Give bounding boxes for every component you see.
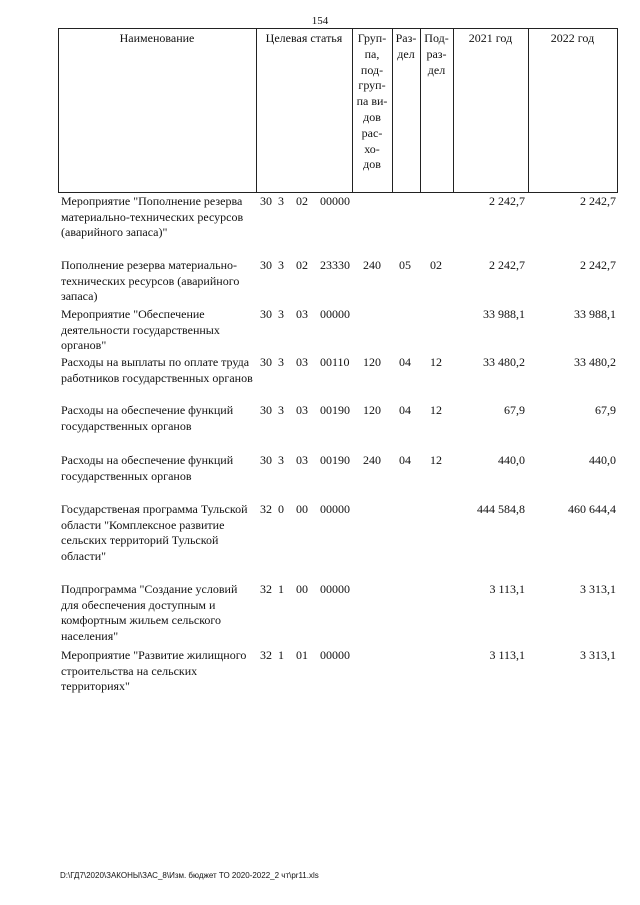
header-name: Наименование bbox=[119, 31, 195, 45]
cell-b: 3 bbox=[278, 403, 284, 417]
cell-rz: 04 bbox=[399, 453, 411, 467]
cell-v2021: 33 480,2 bbox=[483, 355, 525, 369]
cell-d: 00110 bbox=[320, 355, 350, 369]
row-name: Подпрограмма "Создание условий для обеспечения доступным и комфортным жильем сельского населения" bbox=[61, 582, 238, 643]
cell-v2021: 2 242,7 bbox=[489, 258, 525, 272]
cell-v2022: 2 242,7 bbox=[580, 194, 616, 208]
cell-v2022: 33 988,1 bbox=[574, 307, 616, 321]
cell-a: 30 bbox=[260, 258, 272, 272]
cell-b: 1 bbox=[278, 648, 284, 662]
header-top-border bbox=[58, 28, 618, 29]
cell-a: 30 bbox=[260, 194, 272, 208]
header-section: Раз- дел bbox=[395, 31, 417, 61]
cell-v2022: 2 242,7 bbox=[580, 258, 616, 272]
cell-a: 30 bbox=[260, 403, 272, 417]
cell-v2021: 3 113,1 bbox=[489, 648, 525, 662]
divider bbox=[256, 28, 257, 193]
row-name: Расходы на обеспечение функций государственных органов bbox=[61, 453, 234, 483]
cell-pr: 12 bbox=[430, 403, 442, 417]
cell-v2022: 3 313,1 bbox=[580, 582, 616, 596]
cell-d: 00000 bbox=[320, 582, 350, 596]
cell-c: 03 bbox=[296, 307, 308, 321]
cell-b: 3 bbox=[278, 453, 284, 467]
cell-d: 00000 bbox=[320, 502, 350, 516]
cell-c: 00 bbox=[296, 582, 308, 596]
cell-vr: 120 bbox=[363, 355, 381, 369]
divider bbox=[58, 28, 59, 193]
cell-a: 32 bbox=[260, 648, 272, 662]
cell-a: 32 bbox=[260, 582, 272, 596]
divider bbox=[617, 28, 618, 193]
cell-b: 3 bbox=[278, 258, 284, 272]
cell-v2022: 3 313,1 bbox=[580, 648, 616, 662]
cell-v2022: 33 480,2 bbox=[574, 355, 616, 369]
cell-pr: 12 bbox=[430, 355, 442, 369]
header-subsection: Под- раз- дел bbox=[424, 31, 449, 77]
cell-b: 3 bbox=[278, 194, 284, 208]
cell-b: 3 bbox=[278, 355, 284, 369]
cell-v2021: 2 242,7 bbox=[489, 194, 525, 208]
cell-v2021: 440,0 bbox=[498, 453, 525, 467]
cell-vr: 120 bbox=[363, 403, 381, 417]
cell-c: 02 bbox=[296, 258, 308, 272]
cell-vr: 240 bbox=[363, 258, 381, 272]
cell-d: 00190 bbox=[320, 453, 350, 467]
cell-v2022: 460 644,4 bbox=[568, 502, 616, 516]
cell-v2021: 444 584,8 bbox=[477, 502, 525, 516]
cell-v2022: 440,0 bbox=[589, 453, 616, 467]
divider bbox=[453, 28, 454, 193]
cell-d: 00190 bbox=[320, 403, 350, 417]
cell-rz: 04 bbox=[399, 403, 411, 417]
cell-v2021: 33 988,1 bbox=[483, 307, 525, 321]
cell-rz: 05 bbox=[399, 258, 411, 272]
cell-v2021: 67,9 bbox=[504, 403, 525, 417]
cell-pr: 02 bbox=[430, 258, 442, 272]
cell-a: 30 bbox=[260, 453, 272, 467]
cell-b: 1 bbox=[278, 582, 284, 596]
cell-vr: 240 bbox=[363, 453, 381, 467]
cell-a: 30 bbox=[260, 355, 272, 369]
cell-d: 00000 bbox=[320, 648, 350, 662]
cell-b: 3 bbox=[278, 307, 284, 321]
row-name: Расходы на выплаты по оплате труда работников государственных органов bbox=[61, 355, 253, 385]
header-2022: 2022 год bbox=[550, 31, 595, 45]
cell-a: 32 bbox=[260, 502, 272, 516]
page-number: 154 bbox=[311, 15, 329, 27]
header-2021: 2021 год bbox=[468, 31, 513, 45]
cell-c: 03 bbox=[296, 403, 308, 417]
cell-c: 00 bbox=[296, 502, 308, 516]
cell-b: 0 bbox=[278, 502, 284, 516]
cell-d: 23330 bbox=[320, 258, 350, 272]
row-name: Мероприятие "Обеспечение деятельности государственных органов" bbox=[61, 307, 220, 352]
cell-d: 00000 bbox=[320, 194, 350, 208]
cell-v2021: 3 113,1 bbox=[489, 582, 525, 596]
header-group: Груп- па, под- груп- па ви- дов рас- хо- дов bbox=[356, 31, 388, 172]
cell-d: 00000 bbox=[320, 307, 350, 321]
header-bottom-border bbox=[58, 192, 618, 193]
row-name: Государственая программа Тульской области "Комплексное развитие сельских территорий Тульской области" bbox=[61, 502, 248, 563]
cell-pr: 12 bbox=[430, 453, 442, 467]
cell-a: 30 bbox=[260, 307, 272, 321]
cell-c: 01 bbox=[296, 648, 308, 662]
cell-c: 03 bbox=[296, 355, 308, 369]
row-name: Мероприятие "Развитие жилищного строительства на сельских территориях" bbox=[61, 648, 247, 693]
file-path-footer: D:\ГД7\2020\ЗАКОНЫ\ЗАС_8\Изм. бюджет ТО 2020-2022_2 чт\pr11.xls bbox=[60, 871, 319, 880]
header-target: Целевая статья bbox=[265, 31, 343, 45]
cell-v2022: 67,9 bbox=[595, 403, 616, 417]
cell-c: 03 bbox=[296, 453, 308, 467]
row-name: Пополнение резерва материально-технических ресурсов (аварийного запаса) bbox=[61, 258, 240, 303]
cell-c: 02 bbox=[296, 194, 308, 208]
row-name: Расходы на обеспечение функций государственных органов bbox=[61, 403, 234, 433]
cell-rz: 04 bbox=[399, 355, 411, 369]
divider bbox=[528, 28, 529, 193]
row-name: Мероприятие "Пополнение резерва материально-технических ресурсов (аварийного запаса)" bbox=[61, 194, 244, 239]
